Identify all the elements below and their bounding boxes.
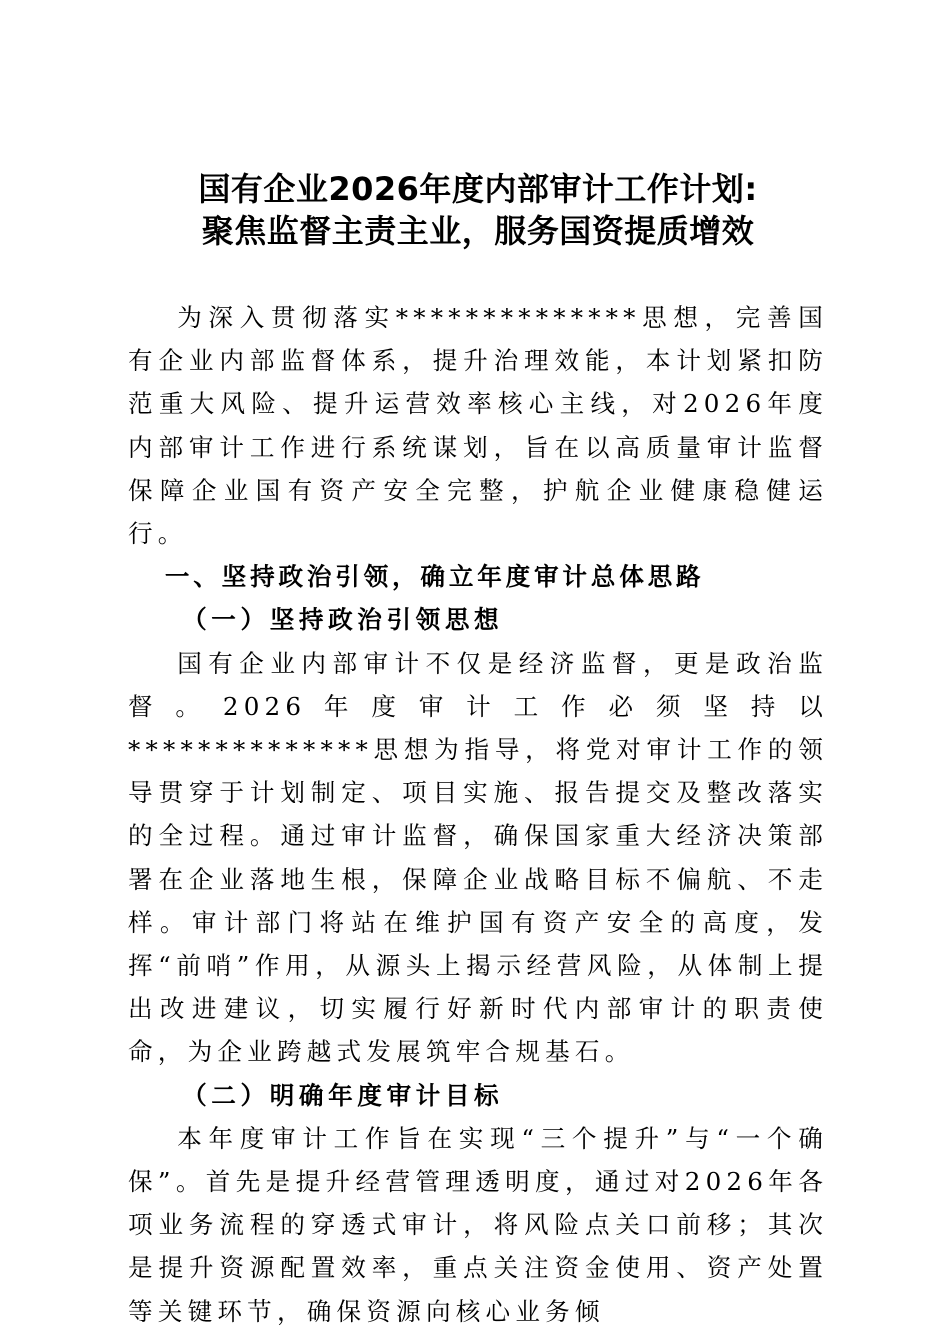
document-page [128,168,828,1333]
title-line-2: 聚焦监督主责主业，服务国资提质增效 [201,212,755,250]
document-title [128,168,828,252]
title-line-1: 国有企业2026年度内部审计工作计划: [198,170,758,208]
intro-paragraph: 为深入贯彻落实**************思想，完善国有企业内部监督体系，提升治理效能，本计划紧扣防范重大风险、提升运营效率核心主线，对2026年度内部审计工作进行系统谋划，旨在以高质量审计监督保障企业国有资产安全完整，护航企业健康稳健运行。 [128,303,828,549]
section-heading-1: 一、坚持政治引领，确立年度审计总体思路 [164,562,705,592]
title-spacer [128,252,828,296]
subsection-heading-1: （一）坚持政治引领思想 [182,605,504,635]
subsection-heading-2: （二）明确年度审计目标 [182,1080,504,1110]
body-paragraph-2: 本年度审计工作旨在实现“三个提升”与“一个确保”。首先是提升经营管理透明度，通过对2026年各项业务流程的穿透式审计，将风险点关口前移；其次是提升资源配置效率，重点关注资金使用、资产处置等关键环节，确保资源向核心业务倾 [128,1123,828,1326]
body-paragraph-1: 国有企业内部审计不仅是经济监督，更是政治监督。2026年度审计工作必须坚持以**************思想为指导，将党对审计工作的领导贯穿于计划制定、项目实施、报告提交及整改落实的全过程。通过审计监督，确保国家重大经济决策部署在企业落地生根，保障企业战略目标不偏航、不走样。审计部门将站在维护国有资产安全的高度，发挥“前哨”作用，从源头上揭示经营风险，从体制上提出改进建议，切实履行好新时代内部审计的职责使命，为企业跨越式发展筑牢合规基石。 [128,648,828,1067]
